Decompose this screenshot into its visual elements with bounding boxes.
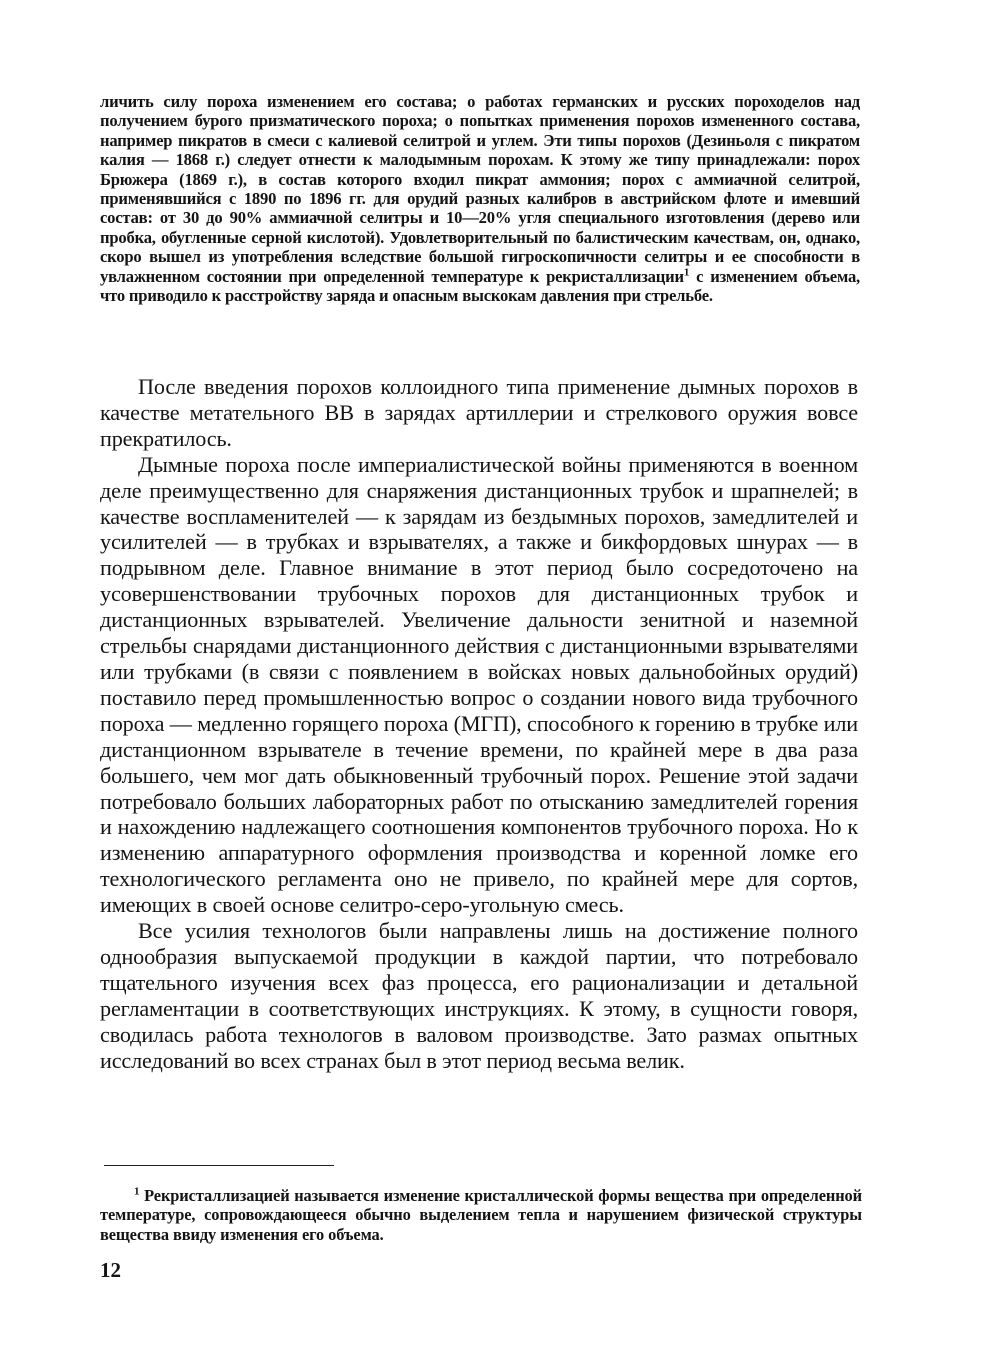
top-note-before-sup: личить силу пороха изменением его состава; о работах германских и русских пороходелов над получением бурого призматического пороха; о попытках применения порохов измененного состава, например пикратов в смеси с калиевой селитрой и углем. Эти типы порохов (Дезиньоля с пикратом калия — 1868 г.) следует отнести к малодымным порохам. К этому же типу принадлежали: порох Брюжера (1869 г.), в состав которого входил пикрат аммония; порох с аммиачной селитрой, применявшийся с 1890 по 1896 гг. для орудий разных калибров в австрийском флоте и имевший состав: от 30 до 90% аммиачной селитры и 10—20% угля специального изготовления (дерево или пробка, обугленные серной кислотой). Удовлетворительный по балистическим качествам, он, однако, скоро вышел из употребления вследствие большой гигроскопичности селитры и ее способности в увлажненном состоянии при определенной температуре к рекристаллизации xyxy=(100,92,860,286)
main-text xyxy=(100,374,858,1073)
footnote-divider xyxy=(104,1165,334,1166)
footnote-reference: 1 xyxy=(683,266,690,279)
page-number: 12 xyxy=(100,1258,121,1282)
paragraph: После введения порохов коллоидного типа применение дымных порохов в качестве метательного ВВ в зарядах артиллерии и стрелкового оружия вовсе прекратилось. xyxy=(100,374,858,451)
footnote-text: Рекристаллизацией называется изменение кристаллической формы вещества при определенной температуре, сопровождающееся обычно выделением тепла и нарушением физической структуры вещества ввиду изменения его объема. xyxy=(100,1186,862,1244)
paragraph: Все усилия технологов были направлены лишь на достижение полного однообразия выпускаемой продукции в каждой партии, что потребовало тщательного изучения всех фаз процесса, его рационализации и детальной регламентации в соответствующих инструкциях. К этому, в сущности говоря, сводилась работа технологов в валовом производстве. Зато размах опытных исследований во всех странах был в этот период весьма велик. xyxy=(100,918,858,1073)
top-note-text xyxy=(100,92,860,305)
paragraph: Дымные пороха после империалистической войны применяются в военном деле преимущественно для снаряжения дистанционных трубок и шрапнелей; в качестве воспламенителей — к зарядам из бездымных порохов, замедлителей и усилителей — в трубках и взрывателях, а также и бикфордовых шнурах — в подрывном деле. Главное внимание в этот период было сосредоточено на усовершенствовании трубочных порохов для дистанционных трубок и дистанционных взрывателей. Увеличение дальности зенитной и наземной стрельбы снарядами дистанционного действия с дистанционными взрывателями или трубками (в связи с появлением в войсках новых дальнобойных орудий) поставило перед промышленностью вопрос о создании нового вида трубочного пороха — медленно горящего пороха (МГП), способного к горению в трубке или дистанционном взрывателе в течение времени, по крайней мере в два раза большего, чем мог дать обыкновенный трубочный порох. Решение этой задачи потребовало больших лабораторных работ по отысканию замедлителей горения и нахождению надлежащего соотношения компонентов трубочного пороха. Но к изменению аппаратурного оформления производства и коренной ломке его технологического регламента оно не привело, по крайней мере для сортов, имеющих в своей основе селитро-серо-угольную смесь. xyxy=(100,451,858,918)
footnote xyxy=(100,1186,862,1244)
top-note-after-sup: с изменением объема, что приводило к расстройству заряда и опасным выскокам давления при стрельбе. xyxy=(100,266,861,306)
footnote-marker: 1 xyxy=(134,1185,140,1198)
